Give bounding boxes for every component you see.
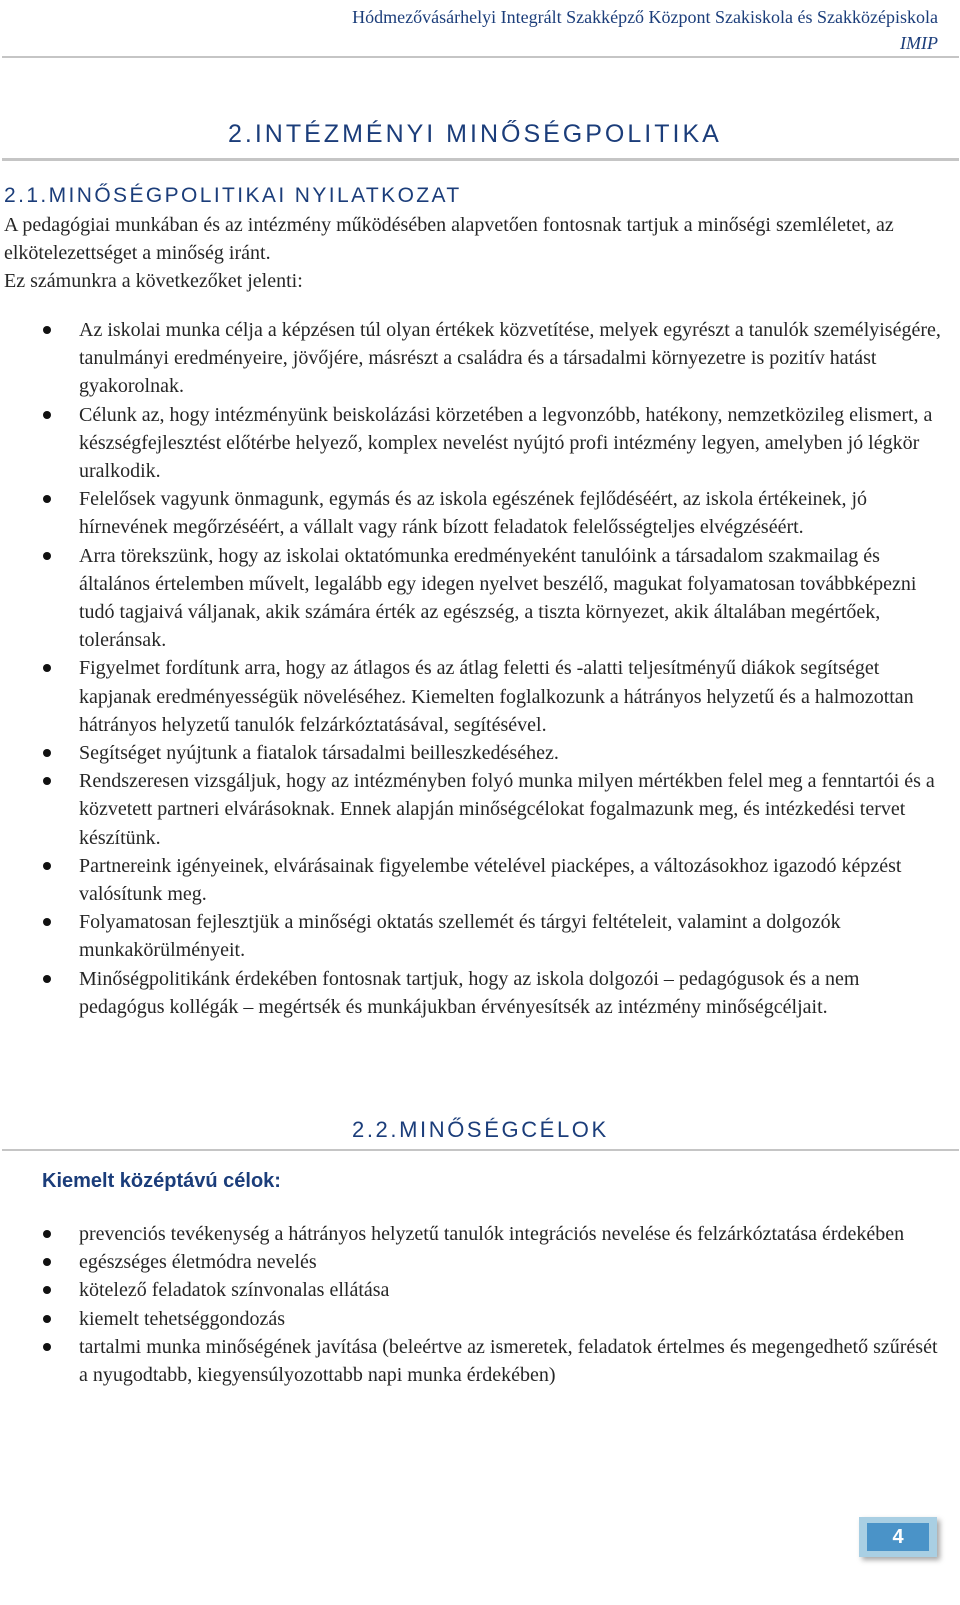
header-doc-code: IMIP — [900, 33, 938, 53]
list-item: Az iskolai munka célja a képzésen túl olyan értékek közvetítése, melyek egyrészt a tanulók személyiségére, tanulmányi eredményeire, jövőjére, másrészt a családra és a társadalmi környezetre is pozitív hatást gyakorolnak. — [0, 316, 944, 401]
list-item: tartalmi munka minőségének javítása (beleértve az ismeretek, feladatok értelmes és megengedhető szűrését a nyugodtabb, kiegyensúlyozottabb napi munka érdekében) — [0, 1333, 944, 1389]
list-item: Arra törekszünk, hogy az iskolai oktatómunka eredményeként tanulóink a társadalom szakmailag és általános értelemben művelt, legalább egy idegen nyelvet beszélő, magukat folyamatosan továbbképezni tudó tagjaivá váljanak, akik számára érték az egészség, a tiszta környezet, akik általában megértőek, toleránsak. — [0, 542, 944, 655]
list-item: Folyamatosan fejlesztjük a minőségi oktatás szellemét és tárgyi feltételeit, valamint a dolgozók munkakörülményeit. — [0, 908, 944, 964]
page-number-badge — [859, 1517, 937, 1557]
list-item: kiemelt tehetséggondozás — [0, 1305, 944, 1333]
list-item: Felelősek vagyunk önmagunk, egymás és az iskola egészének fejlődéséért, az iskola értékeinek, jó hírnevének megőrzéséért, a vállalt vagy ránk bízott feladatok felelősségteljes elvégzéséért. — [0, 485, 944, 541]
list-item: egészséges életmódra nevelés — [0, 1248, 944, 1276]
list-item: Minőségpolitikánk érdekében fontosnak tartjuk, hogy az iskola dolgozói – pedagógusok és a nem pedagógus kollégák – megértsék és munkájukban érvényesítsék az intézmény minőségcéljait. — [0, 965, 944, 1021]
list-item: kötelező feladatok színvonalas ellátása — [0, 1276, 944, 1304]
subsection-heading-minosegcelok: 2.2.MINŐSÉGCÉLOK — [352, 1117, 609, 1142]
list-item: Segítséget nyújtunk a fiatalok társadalmi beilleszkedéséhez. — [0, 739, 944, 767]
header-divider — [2, 56, 959, 58]
page-number: 4 — [867, 1523, 929, 1551]
list-item: Partnereink igényeinek, elvárásainak figyelembe vételével piacképes, a változásokhoz igazodó képzést valósítunk meg. — [0, 852, 944, 908]
section-heading-main: 2.INTÉZMÉNYI MINŐSÉGPOLITIKA — [228, 120, 722, 148]
intro-lead-in: Ez számunkra a következőket jelenti: — [4, 270, 303, 292]
intro-text — [4, 211, 959, 295]
section-heading-divider — [2, 158, 959, 161]
list-item: prevenciós tevékenység a hátrányos helyzetű tanulók integrációs nevelése és felzárkóztatása érdekében — [0, 1220, 944, 1248]
list-item: Figyelmet fordítunk arra, hogy az átlagos és az átlag feletti és -alatti teljesítményű diákok segítséget kapjanak eredményességük növeléséhez. Kiemelten foglalkozunk a hátrányos helyzetű és a halmozottan hátrányos helyzetű tanulók felzárkóztatásával, segítésével. — [0, 654, 944, 739]
intro-paragraph: A pedagógiai munkában és az intézmény működésében alapvetően fontosnak tartjuk a minőségi szemléletet, az elkötelezettséget a minőség iránt. — [4, 214, 894, 264]
goals-bullet-list — [0, 1220, 944, 1389]
header-school-name: Hódmezővásárhelyi Integrált Szakképző Központ Szakiskola és Szakközépiskola — [352, 7, 938, 27]
subsection-divider — [2, 1149, 959, 1151]
subsection-heading-nyilatkozat: 2.1.MINŐSÉGPOLITIKAI NYILATKOZAT — [4, 184, 462, 207]
policy-bullet-list — [0, 316, 944, 1021]
goals-subheading: Kiemelt középtávú célok: — [42, 1170, 281, 1192]
page-header — [0, 4, 938, 56]
list-item: Célunk az, hogy intézményünk beiskolázási körzetében a legvonzóbb, hatékony, nemzetközileg elismert, a készségfejlesztést előtérbe helyező, komplex nevelést nyújtó profi intézmény legyen, amelyben jó légkör uralkodik. — [0, 401, 944, 486]
list-item: Rendszeresen vizsgáljuk, hogy az intézményben folyó munka milyen mértékben felel meg a fenntartói és a közvetett partneri elvárásoknak. Ennek alapján minőségcélokat fogalmazunk meg, és intézkedési tervet készítünk. — [0, 767, 944, 852]
